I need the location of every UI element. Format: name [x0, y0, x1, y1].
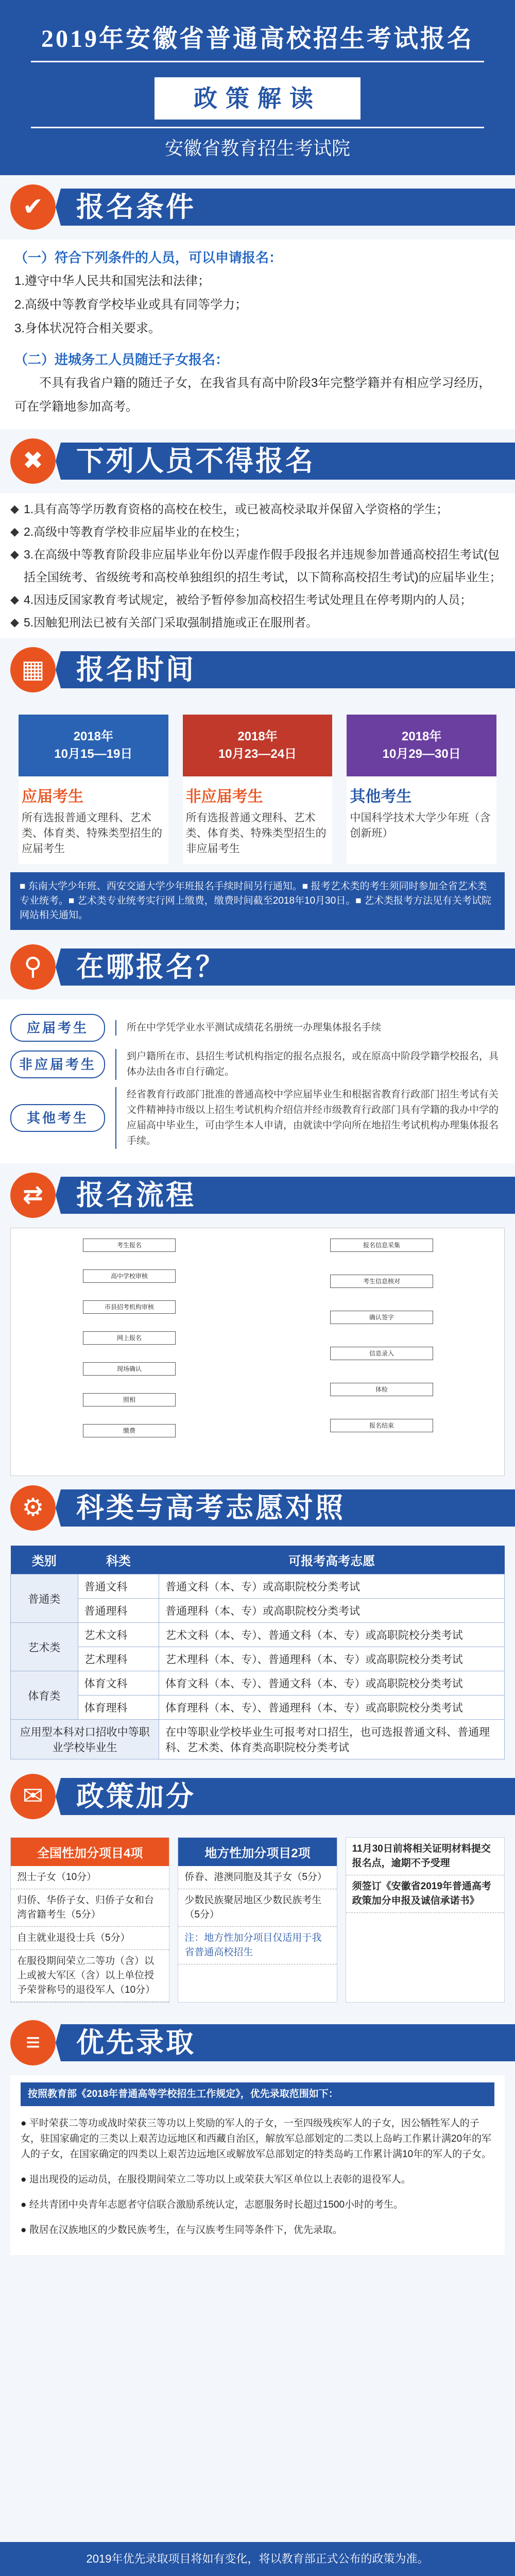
priority-item: ● 退出现役的运动员，在服役期间荣立二等功以上或荣获大军区单位以上表彰的退役军人。: [21, 2174, 411, 2185]
where-row: [10, 1087, 505, 1149]
candidate-type: 非应届考生: [185, 788, 263, 805]
flow-step: 市县招考机构审核: [83, 1300, 176, 1314]
candidate-pill: 应届考生: [10, 1014, 105, 1042]
list-item: 3.在高级中等教育阶段非应届毕业年份以弄虚作假手段报名并违规参加普通高校招生考试(包括全国统考、省级统考和高校单独组织的招生考试，以下简称高校招生考试)的应届毕业生；: [24, 548, 502, 584]
check-icon: ✔: [10, 184, 56, 230]
condition-item: 3.身体状况符合相关要求。: [14, 321, 161, 335]
condition-item: 2.高级中等教育学校毕业或具有同等学力；: [14, 298, 248, 312]
bonus-note: 注：地方性加分项目仅适用于我省普通高校招生: [178, 1927, 336, 1964]
condition-heading: （二）进城务工人员随迁子女报名：: [14, 352, 229, 367]
gear-icon: ⚙: [10, 1485, 56, 1531]
notice-box: ■ 东南大学少年班、西安交通大学少年班报名手续时间另行通知。■ 报考艺术类的考生须同时参加全省艺术类专业统考。■ 艺术类专业统考实行网上缴费，缴费时间截至2018年10月30日。■ 艺术类报考方法见有关考试院网站相关通知。: [10, 872, 505, 930]
bonus-column: [346, 1837, 505, 2003]
table-header: 类别: [11, 1546, 78, 1574]
bonus-item: 侨眷、港澳同胞及其子女（5分）: [178, 1866, 336, 1889]
section-title: 报名时间: [61, 651, 515, 688]
time-cards: [0, 702, 515, 869]
table-row: [11, 1647, 505, 1671]
candidate-desc: 所有选报普通文理科、艺术类、体育类、特殊类型招生的应届考生: [22, 812, 162, 855]
table-cell: 体育文科: [78, 1671, 159, 1696]
divider: [31, 127, 484, 128]
table-cell: 在中等职业学校毕业生可报考对口招生，也可选报普通文科、普通理科、艺术类、体育类高职院校分类考试: [159, 1720, 505, 1759]
section-header-conditions: [0, 175, 515, 240]
bonus-column: [178, 1837, 337, 2003]
page-title: 2019年安徽省普通高校招生考试报名: [41, 25, 474, 53]
date-range: 2018年 10月15—19日: [19, 715, 168, 776]
bonus-block: [0, 1829, 515, 2011]
table-cell: 体育理科: [78, 1696, 159, 1720]
condition-text: 不具有我省户籍的随迁子女，在我省具有高中阶段3年完整学籍并有相应学习经历，可在学籍地参加高考。: [14, 376, 491, 414]
flow-step: 缴费: [83, 1424, 176, 1437]
table-cell: 普通理科（本、专）或高职院校分类考试: [159, 1599, 505, 1623]
not-allowed-list: [0, 494, 515, 638]
priority-item: ● 平时荣获二等功或战时荣获三等功以上奖励的军人的子女，一至四级残疾军人的子女，因公牺牲军人的子女，驻国家确定的三类以上艰苦边远地区和西藏自治区，解放军总部划定的二类以上岛屿工作累计满20年的军人的子女，在国家确定的四类以上艰苦边远地区或解放军总部划定的特类岛屿工作累计满10年的军人的子女。: [21, 2118, 492, 2160]
section-title: 下列人员不得报名: [61, 443, 515, 480]
table-row: [11, 1671, 505, 1696]
flow-step: 照相: [83, 1393, 176, 1406]
section-title: 在哪报名？: [61, 948, 515, 986]
section-title: 报名条件: [61, 189, 515, 226]
diamond-icon: ◆: [10, 525, 19, 538]
flow-step: 高中学校审核: [83, 1269, 176, 1283]
page-subtitle: 政策解读: [154, 77, 360, 120]
flow-step: 网上报名: [83, 1331, 176, 1345]
x-icon: ✖: [10, 438, 56, 484]
priority-block: [10, 2075, 505, 2255]
list-item: 5.因触犯刑法已被有关部门采取强制措施或正在服刑者。: [24, 616, 318, 629]
bonus-item: 在服役期间荣立二等功（含）以上或被大军区（含）以上单位授予荣誉称号的退役军人（10分）: [11, 1950, 169, 2002]
flow-step: 考生报名: [83, 1239, 176, 1252]
location-pin-icon: ⚲: [10, 944, 56, 990]
section-header-bonus: [0, 1765, 515, 1829]
diamond-icon: ◆: [10, 548, 19, 561]
list-item: 1.具有高等学历教育资格的高校在校生，或已被高校录取并保留入学资格的学生；: [24, 502, 449, 516]
bonus-item: 自主就业退役士兵（5分）: [11, 1927, 169, 1950]
flow-step: 信息录入: [330, 1347, 433, 1360]
header: [0, 0, 515, 175]
table-cell: 体育文科（本、专）、普通文科（本、专）或高职院校分类考试: [159, 1671, 505, 1696]
diamond-icon: ◆: [10, 616, 19, 629]
condition-heading: （一）符合下列条件的人员，可以申请报名：: [14, 250, 283, 265]
conditions-block: [0, 240, 515, 429]
table-row: [11, 1696, 505, 1720]
flow-step: 确认签字: [330, 1311, 433, 1324]
condition-item: 1.遵守中华人民共和国宪法和法律；: [14, 274, 211, 288]
time-card: [347, 715, 496, 864]
candidate-type: 应届考生: [22, 788, 83, 805]
section-title: 科类与高考志愿对照: [61, 1489, 515, 1527]
calendar-icon: ▦: [10, 647, 56, 692]
candidate-desc: 中国科学技术大学少年班（含创新班）: [350, 812, 491, 839]
table-cell: 普通文科: [78, 1574, 159, 1599]
priority-item: ● 散居在汉族地区的少数民族考生，在与汉族考生同等条件下，优先录取。: [21, 2225, 342, 2235]
table-cell: 应用型本科对口招收中等职业学校毕业生: [11, 1720, 159, 1759]
diamond-icon: ◆: [10, 502, 19, 515]
where-block: [0, 999, 515, 1163]
list-icon: ≡: [10, 2020, 56, 2065]
date-range: 2018年 10月23—24日: [183, 715, 333, 776]
diamond-icon: ◆: [10, 593, 19, 606]
time-card: [19, 715, 168, 864]
candidate-type: 其他考生: [350, 788, 412, 805]
divider: [31, 61, 484, 62]
table-row: [11, 1574, 505, 1599]
section-header-time: [0, 638, 515, 702]
list-item: 2.高级中等教育学校非应届毕业的在校生；: [24, 525, 247, 538]
section-header-flow: [0, 1163, 515, 1228]
date-range: 2018年 10月29—30日: [347, 715, 496, 776]
bonus-tip: 须签订《安徽省2019年普通高考政策加分申报及诚信承诺书》: [346, 1875, 504, 1913]
section-header-not-allowed: [0, 429, 515, 494]
table-cell: 艺术文科（本、专）、普通文科（本、专）或高职院校分类考试: [159, 1623, 505, 1647]
table-cell: 艺术理科（本、专）、普通理科（本、专）或高职院校分类考试: [159, 1647, 505, 1671]
flowchart: [10, 1228, 505, 1476]
flow-step: 报名信息采集: [330, 1239, 433, 1252]
table-cell: 普通理科: [78, 1599, 159, 1623]
table-cell: 体育理科（本、专）、普通理科（本、专）或高职院校分类考试: [159, 1696, 505, 1720]
table-header: 科类: [78, 1546, 159, 1574]
list-item: 4.因违反国家教育考试规定，被给予暂停参加高校招生考试处理且在停考期内的人员；: [24, 593, 472, 606]
bonus-item: 少数民族聚居地区少数民族考生（5分）: [178, 1889, 336, 1927]
table-header: 可报考高考志愿: [159, 1546, 505, 1574]
table-row: [11, 1599, 505, 1623]
where-row: [10, 1049, 505, 1080]
where-row: [10, 1014, 505, 1042]
section-header-table: [0, 1476, 515, 1540]
candidate-pill: 其他考生: [10, 1104, 105, 1132]
table-row: [11, 1623, 505, 1647]
flowchart-icon: ⇄: [10, 1173, 56, 1218]
bonus-tip: 11月30日前将相关证明材料提交报名点，逾期不予受理: [346, 1838, 504, 1875]
section-title: 优先录取: [61, 2024, 515, 2061]
table-cell: 普通类: [11, 1574, 78, 1623]
section-title: 报名流程: [61, 1177, 515, 1214]
flow-step: 体检: [330, 1383, 433, 1396]
subject-table: [10, 1546, 505, 1759]
org-name: 安徽省教育招生考试院: [164, 138, 350, 159]
section-title: 政策加分: [61, 1778, 515, 1815]
bonus-item: 归侨、华侨子女、归侨子女和台湾省籍考生（5分）: [11, 1889, 169, 1927]
where-text: 到户籍所在市、县招生考试机构指定的报名点报名，或在原高中阶段学籍学校报名，具体办法由各市自行确定。: [115, 1049, 505, 1080]
table-cell: 艺术文科: [78, 1623, 159, 1647]
table-cell: 普通文科（本、专）或高职院校分类考试: [159, 1574, 505, 1599]
bonus-column: [10, 1837, 169, 2003]
section-header-where: [0, 935, 515, 999]
time-card: [183, 715, 333, 864]
candidate-pill: 非应届考生: [10, 1050, 105, 1078]
bonus-heading: 地方性加分项目2项: [178, 1838, 336, 1866]
table-row: [11, 1720, 505, 1759]
where-text: 所在中学凭学业水平测试成绩花名册统一办理集体报名手续: [115, 1020, 505, 1036]
footer: 2019年优先录取项目将如有变化，将以教育部正式公布的政策为准。: [0, 2542, 515, 2576]
priority-heading: 按照教育部《2018年普通高等学校招生工作规定》，优先录取范围如下：: [21, 2082, 494, 2106]
flow-step: 报名结束: [330, 1419, 433, 1432]
bonus-item: 烈士子女（10分）: [11, 1866, 169, 1889]
bonus-heading: 全国性加分项目4项: [11, 1838, 169, 1866]
section-header-priority: [0, 2011, 515, 2075]
where-text: 经省教育行政部门批准的普通高校中学应届毕业生和根据省教育行政部门招生考试有关文件精神持市级以上招生考试机构介绍信并经市级教育行政部门具有学籍的我办中学的应届高中毕业生，可由学生本人申请，由就读中学向所在地招生考试机构办理集体报名手续。: [115, 1087, 505, 1149]
envelope-icon: ✉: [10, 1774, 56, 1819]
table-cell: 体育类: [11, 1671, 78, 1720]
priority-item: ● 经共青团中央青年志愿者守信联合激励系统认定，志愿服务时长超过1500小时的考生。: [21, 2199, 404, 2210]
flow-step: 现场确认: [83, 1362, 176, 1376]
candidate-desc: 所有选报普通文理科、艺术类、体育类、特殊类型招生的非应届考生: [185, 812, 327, 855]
table-cell: 艺术类: [11, 1623, 78, 1671]
flow-step: 考生信息核对: [330, 1275, 433, 1288]
table-cell: 艺术理科: [78, 1647, 159, 1671]
